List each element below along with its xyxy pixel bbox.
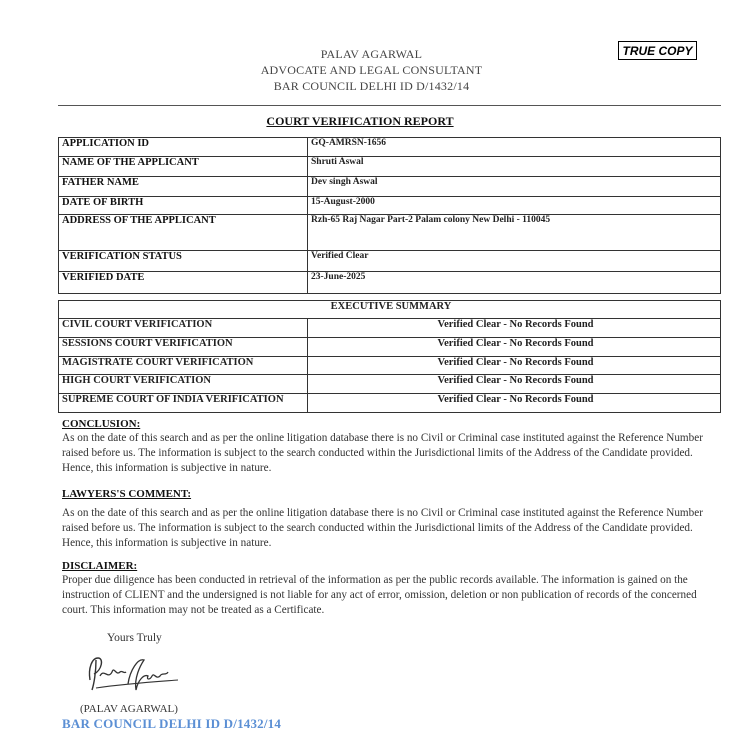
table-row — [59, 338, 721, 357]
summary-label: HIGH COURT VERIFICATION — [59, 375, 308, 394]
table-row — [59, 197, 721, 215]
true-copy-stamp: TRUE COPY — [618, 41, 697, 60]
detail-label: APPLICATION ID — [59, 138, 308, 157]
summary-value: Verified Clear - No Records Found — [308, 394, 721, 413]
detail-label: VERIFICATION STATUS — [59, 251, 308, 272]
lawyers-comment-text: As on the date of this search and as per the online litigation database there is no Civil or Criminal case instituted against the Reference Number raised before us. The information is subject to the search conducted within the Jurisdictional limits of the Address of the Candidate provided. Hence, this information is subjective in nature. — [62, 507, 703, 550]
summary-label: SESSIONS COURT VERIFICATION — [59, 338, 308, 357]
table-row — [59, 177, 721, 197]
table-row — [59, 272, 721, 294]
conclusion-heading: CONCLUSION: — [62, 418, 141, 430]
disclaimer-heading: DISCLAIMER: — [62, 560, 138, 572]
summary-label: SUPREME COURT OF INDIA VERIFICATION — [59, 394, 308, 413]
table-row — [59, 138, 721, 157]
detail-label: NAME OF THE APPLICANT — [59, 157, 308, 177]
report-title: COURT VERIFICATION REPORT — [266, 114, 454, 128]
header-divider — [58, 105, 721, 106]
yours-truly: Yours Truly — [107, 632, 162, 644]
executive-summary-table — [58, 300, 721, 413]
summary-label: CIVIL COURT VERIFICATION — [59, 319, 308, 338]
summary-value: Verified Clear - No Records Found — [308, 338, 721, 357]
detail-label: DATE OF BIRTH — [59, 197, 308, 215]
detail-value: 23-June-2025 — [308, 272, 721, 294]
detail-label: ADDRESS OF THE APPLICANT — [59, 215, 308, 251]
letterhead-role: ADVOCATE AND LEGAL CONSULTANT — [260, 63, 483, 77]
conclusion-text: As on the date of this search and as per the online litigation database there is no Civil or Criminal case instituted against the Reference Number raised before us. The information is subject to the search conducted within the Jurisdictional limits of the Address of the Candidate provided. Hence, this information is subjective in nature. — [62, 432, 703, 475]
table-row — [59, 357, 721, 375]
detail-label: VERIFIED DATE — [59, 272, 308, 294]
detail-value: GQ-AMRSN-1656 — [308, 138, 721, 157]
lawyers-comment-heading: LAWYERS'S COMMENT: — [62, 488, 192, 500]
table-row — [59, 215, 721, 251]
summary-label: MAGISTRATE COURT VERIFICATION — [59, 357, 308, 375]
summary-title: EXECUTIVE SUMMARY — [59, 301, 721, 319]
detail-value: 15-August-2000 — [308, 197, 721, 215]
letterhead-name: PALAV AGARWAL — [320, 47, 423, 61]
table-row — [59, 319, 721, 338]
detail-value: Rzh-65 Raj Nagar Part-2 Palam colony New Delhi - 110045 — [308, 215, 721, 251]
signature-icon — [82, 650, 182, 695]
table-row — [59, 157, 721, 177]
letterhead-council-id: BAR COUNCIL DELHI ID D/1432/14 — [273, 79, 470, 93]
footer-council-id: BAR COUNCIL DELHI ID D/1432/14 — [62, 716, 282, 731]
table-row — [59, 394, 721, 413]
detail-value: Shruti Aswal — [308, 157, 721, 177]
table-header-row — [59, 301, 721, 319]
signatory-name: (PALAV AGARWAL) — [80, 703, 178, 715]
summary-value: Verified Clear - No Records Found — [308, 319, 721, 338]
disclaimer-text: Proper due diligence has been conducted in retrieval of the information as per the public records available. The information is gained on the instruction of CLIENT and the undersigned is not liable for any act of error, omission, deletion or non publication of records of the concerned court. This information may not be treated as a Certificate. — [62, 574, 697, 617]
table-row — [59, 375, 721, 394]
detail-label: FATHER NAME — [59, 177, 308, 197]
summary-value: Verified Clear - No Records Found — [308, 357, 721, 375]
summary-value: Verified Clear - No Records Found — [308, 375, 721, 394]
detail-value: Dev singh Aswal — [308, 177, 721, 197]
applicant-details-table — [58, 137, 721, 294]
detail-value: Verified Clear — [308, 251, 721, 272]
table-row — [59, 251, 721, 272]
